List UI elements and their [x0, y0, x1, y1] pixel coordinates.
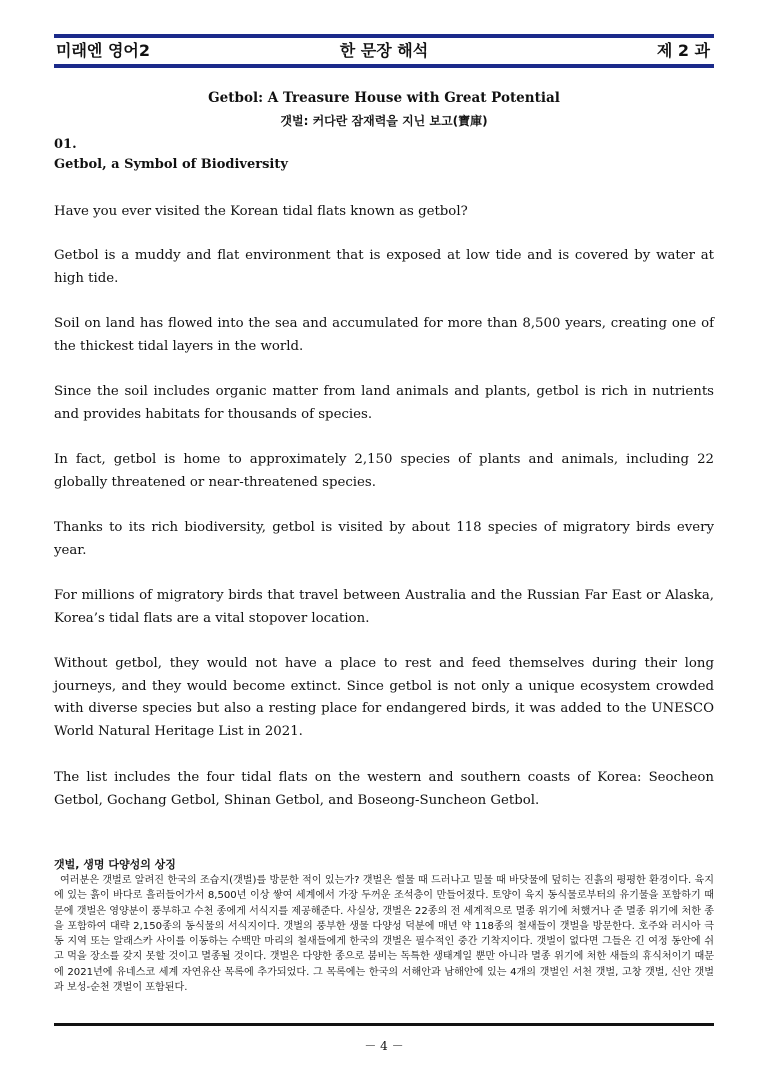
sentence-paragraph: Since the soil includes organic matter from land animals and plants, getbol is rich in nutrients and provides habitats for thousands of species.	[54, 384, 714, 422]
translation-title: 갯벌, 생명 다양성의 상징	[54, 858, 176, 871]
footer-rule	[54, 1023, 714, 1026]
textbook-name: 미래엔 영어2	[56, 41, 150, 60]
translation-body: 여러분은 갯벌로 알려진 한국의 조습지(갯벌)를 방문한 적이 있는가? 갯벌은 썰물 때 드러나고 밀물 때 바닷물에 덮히는 진흙의 평평한 환경이다. 육지에 있는 흙이 바다로 흘러들어가서 8,500년 이상 쌓여 세계에서 가장 두꺼운 조석층이 만들어졌다. 토양이 육지 동식물로부터의 유기물을 포함하기 때문에 갯벌은 영양분이 풍부하고 수천 종에게 서식지를 제공해준다. 사실상, 갯벌은 22종의 전 세계적으로 멸종 위기에 처했거나 준 멸종 위기에 처한 종을 포함하여 대략 2,150종의 동식물의 서식지이다. 갯벌의 풍부한 생물 다양성 덕분에 매년 약 118종의 철새들이 갯벌을 방문한다. 호주와 러시아 극동 지역 또는 알래스카 사이를 이동하는 수백만 마리의 철새들에게 한국의 갯벌은 필수적인 중간 기착지이다. 갯벌이 없다면 그들은 긴 여정 동안에 쉬고 먹을 장소를 갖지 못할 것이고 멸종될 것이다. 갯벌은 다양한 종으로 붐비는 독특한 생태계일 뿐만 아니라 멸종 위기에 처한 새들의 휴식처이기 때문에 2021년에 유네스코 세계 자연유산 목록에 추가되었다. 그 목록에는 한국의 서해안과 남해안에 있는 4개의 갯벌인 서천 갯벌, 고창 갯벌, 신안 갯벌과 보성-순천 갯벌이 포함된다.	[54, 875, 714, 994]
section-number: 01.	[54, 137, 77, 152]
header-bottom-rule	[54, 64, 714, 68]
header-top-rule	[54, 34, 714, 38]
sentence-paragraph: In fact, getbol is home to approximately 2,150 species of plants and animals, including 22 globally threatened or near-threatened species.	[54, 452, 714, 490]
page-number: － 4 －	[364, 1039, 404, 1053]
sentence-paragraph: Have you ever visited the Korean tidal flats known as getbol?	[54, 204, 468, 219]
sentence-paragraph: Without getbol, they would not have a place to rest and feed themselves during their long journeys, and they would become extinct. Since getbol is not only a unique ecosystem crowded with diverse species but also a resting place for endangered birds, it was added to the UNESCO World Natural Heritage List in 2021.	[54, 656, 714, 739]
sentence-paragraph: Soil on land has flowed into the sea and accumulated for more than 8,500 years, creating one of the thickest tidal layers in the world.	[54, 316, 714, 354]
lesson-title-english: Getbol: A Treasure House with Great Potential	[208, 90, 560, 106]
lesson-number: 제 2 과	[656, 41, 710, 60]
section-title: Getbol, a Symbol of Biodiversity	[54, 157, 288, 172]
sentence-paragraph: For millions of migratory birds that travel between Australia and the Russian Far East or Alaska, Korea’s tidal flats are a vital stopover location.	[54, 588, 714, 626]
sentence-paragraph: Thanks to its rich biodiversity, getbol is visited by about 118 species of migratory birds every year.	[54, 520, 714, 558]
lesson-title-korean: 갯벌: 커다란 잠재력을 지닌 보고(寶庫)	[280, 114, 488, 128]
worksheet-type: 한 문장 해석	[339, 41, 429, 60]
sentence-paragraph: Getbol is a muddy and flat environment that is exposed at low tide and is covered by water at high tide.	[54, 248, 714, 286]
sentence-paragraph: The list includes the four tidal flats on the western and southern coasts of Korea: Seocheon Getbol, Gochang Getbol, Shinan Getbol, and Boseong-Suncheon Getbol.	[54, 770, 714, 808]
